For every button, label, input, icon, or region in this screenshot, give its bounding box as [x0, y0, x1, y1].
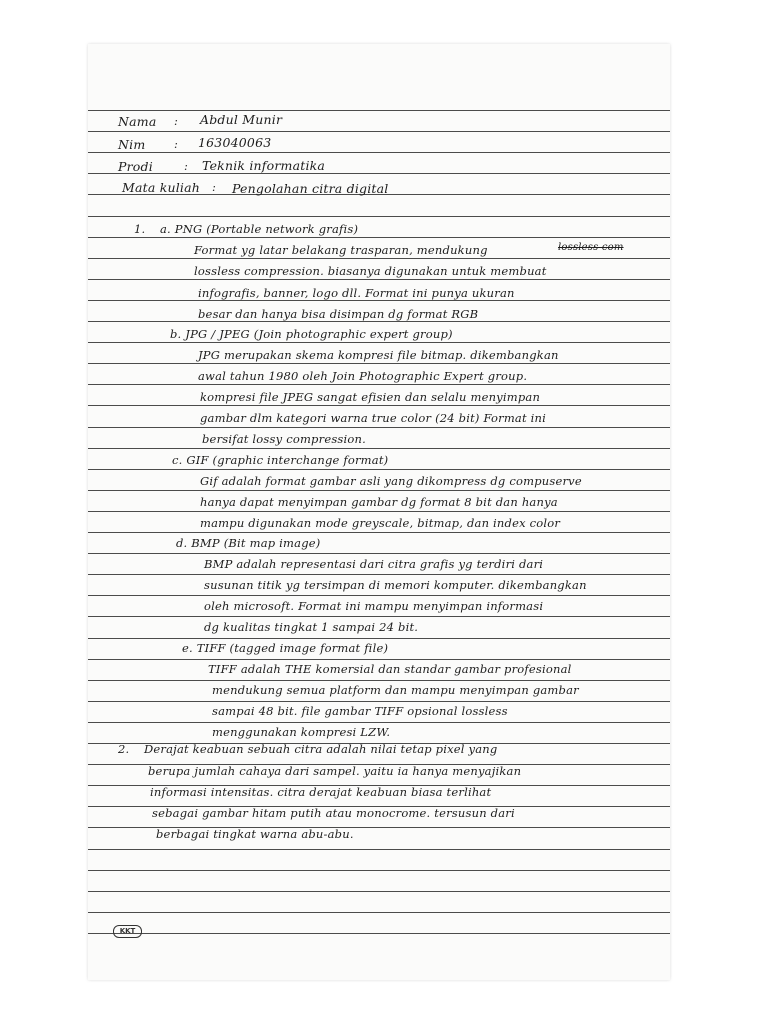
ruled-line [88, 490, 670, 491]
nama-value: Abdul Munir [200, 112, 283, 127]
item-b-line: awal tahun 1980 oleh Join Photographic Expert group. [198, 369, 528, 383]
question-2-number: 2. [118, 742, 130, 756]
item-b-line: kompresi file JPEG sangat efisien dan selalu menyimpan [200, 390, 541, 404]
ruled-line [88, 912, 670, 913]
ruled-line [88, 427, 670, 428]
item-e-line: sampai 48 bit. file gambar TIFF opsional lossless [212, 704, 508, 718]
item-d-line: susunan titik yg tersimpan di memori komputer. dikembangkan [204, 578, 587, 592]
ruled-line [88, 680, 670, 681]
item-e-title: e. TIFF (tagged image format file) [182, 641, 389, 655]
ruled-line [88, 891, 670, 892]
ruled-line [88, 279, 670, 280]
ruled-line [88, 933, 670, 934]
item-b-line: JPG merupakan skema kompresi file bitmap. dikembangkan [198, 348, 559, 362]
answer-2-line: sebagai gambar hitam putih atau monocrome. tersusun dari [152, 806, 515, 820]
ruled-line [88, 469, 670, 470]
matkul-label: Mata kuliah [122, 180, 201, 195]
ruled-line [88, 110, 670, 111]
ruled-line [88, 173, 670, 174]
item-c-line: Gif adalah format gambar asli yang dikompress dg compuserve [200, 474, 582, 488]
nim-value: 163040063 [198, 135, 272, 150]
answer-2-line: Derajat keabuan sebuah citra adalah nilai tetap pixel yang [144, 742, 498, 756]
item-e-line: TIFF adalah THE komersial dan standar gambar profesional [208, 662, 572, 676]
ruled-line [88, 595, 670, 596]
ruled-line [88, 849, 670, 850]
notebook-page [88, 44, 670, 980]
item-a-title: a. PNG (Portable network grafis) [160, 222, 359, 236]
ruled-line [88, 574, 670, 575]
ruled-line [88, 638, 670, 639]
ruled-line [88, 532, 670, 533]
answer-2-line: informasi intensitas. citra derajat keabuan biasa terlihat [150, 785, 492, 799]
ruled-line [88, 870, 670, 871]
ruled-line [88, 553, 670, 554]
answer-2-line: berupa jumlah cahaya dari sampel. yaitu ia hanya menyajikan [148, 764, 522, 778]
ruled-line [88, 131, 670, 132]
item-e-line: menggunakan kompresi LZW. [212, 725, 391, 739]
item-b-title: b. JPG / JPEG (Join photographic expert group) [170, 327, 453, 341]
ruled-line [88, 511, 670, 512]
ruled-line [88, 152, 670, 153]
item-d-title: d. BMP (Bit map image) [176, 536, 321, 550]
nama-label: Nama [118, 114, 157, 129]
ruled-line [88, 405, 670, 406]
brand-logo: KKT [113, 925, 142, 938]
item-a-line: lossless compression. biasanya digunakan untuk membuat [194, 264, 547, 278]
ruled-line [88, 448, 670, 449]
prodi-value: Teknik informatika [202, 158, 326, 173]
nim-label: Nim [118, 137, 146, 152]
crossed-out-text: lossless com [558, 242, 624, 253]
item-c-title: c. GIF (graphic interchange format) [172, 453, 389, 467]
ruled-line [88, 701, 670, 702]
ruled-line [88, 216, 670, 217]
ruled-line [88, 722, 670, 723]
ruled-line [88, 237, 670, 238]
colon: : [212, 180, 217, 194]
ruled-line [88, 659, 670, 660]
item-c-line: mampu digunakan mode greyscale, bitmap, dan index color [200, 516, 561, 530]
ruled-line [88, 342, 670, 343]
colon: : [174, 137, 179, 151]
ruled-line [88, 363, 670, 364]
question-1-number: 1. [134, 222, 146, 236]
ruled-line [88, 321, 670, 322]
item-e-line: mendukung semua platform dan mampu menyimpan gambar [212, 683, 579, 697]
ruled-line [88, 384, 670, 385]
colon: : [184, 159, 189, 173]
ruled-line [88, 616, 670, 617]
item-b-line: bersifat lossy compression. [202, 432, 366, 446]
ruled-line [88, 300, 670, 301]
item-c-line: hanya dapat menyimpan gambar dg format 8 bit dan hanya [200, 495, 558, 509]
item-d-line: BMP adalah representasi dari citra grafis yg terdiri dari [204, 557, 544, 571]
colon: : [174, 114, 179, 128]
prodi-label: Prodi [118, 159, 153, 174]
item-a-line: besar dan hanya bisa disimpan dg format RGB [198, 307, 479, 321]
answer-2-line: berbagai tingkat warna abu-abu. [156, 827, 354, 841]
item-a-line: infografis, banner, logo dll. Format ini punya ukuran [198, 286, 515, 300]
matkul-value: Pengolahan citra digital [232, 181, 389, 196]
item-d-line: oleh microsoft. Format ini mampu menyimpan informasi [204, 599, 544, 613]
item-b-line: gambar dlm kategori warna true color (24 bit) Format ini [200, 411, 547, 425]
item-a-line: Format yg latar belakang trasparan, mendukung [194, 243, 488, 257]
item-d-line: dg kualitas tingkat 1 sampai 24 bit. [204, 620, 419, 634]
ruled-line [88, 258, 670, 259]
